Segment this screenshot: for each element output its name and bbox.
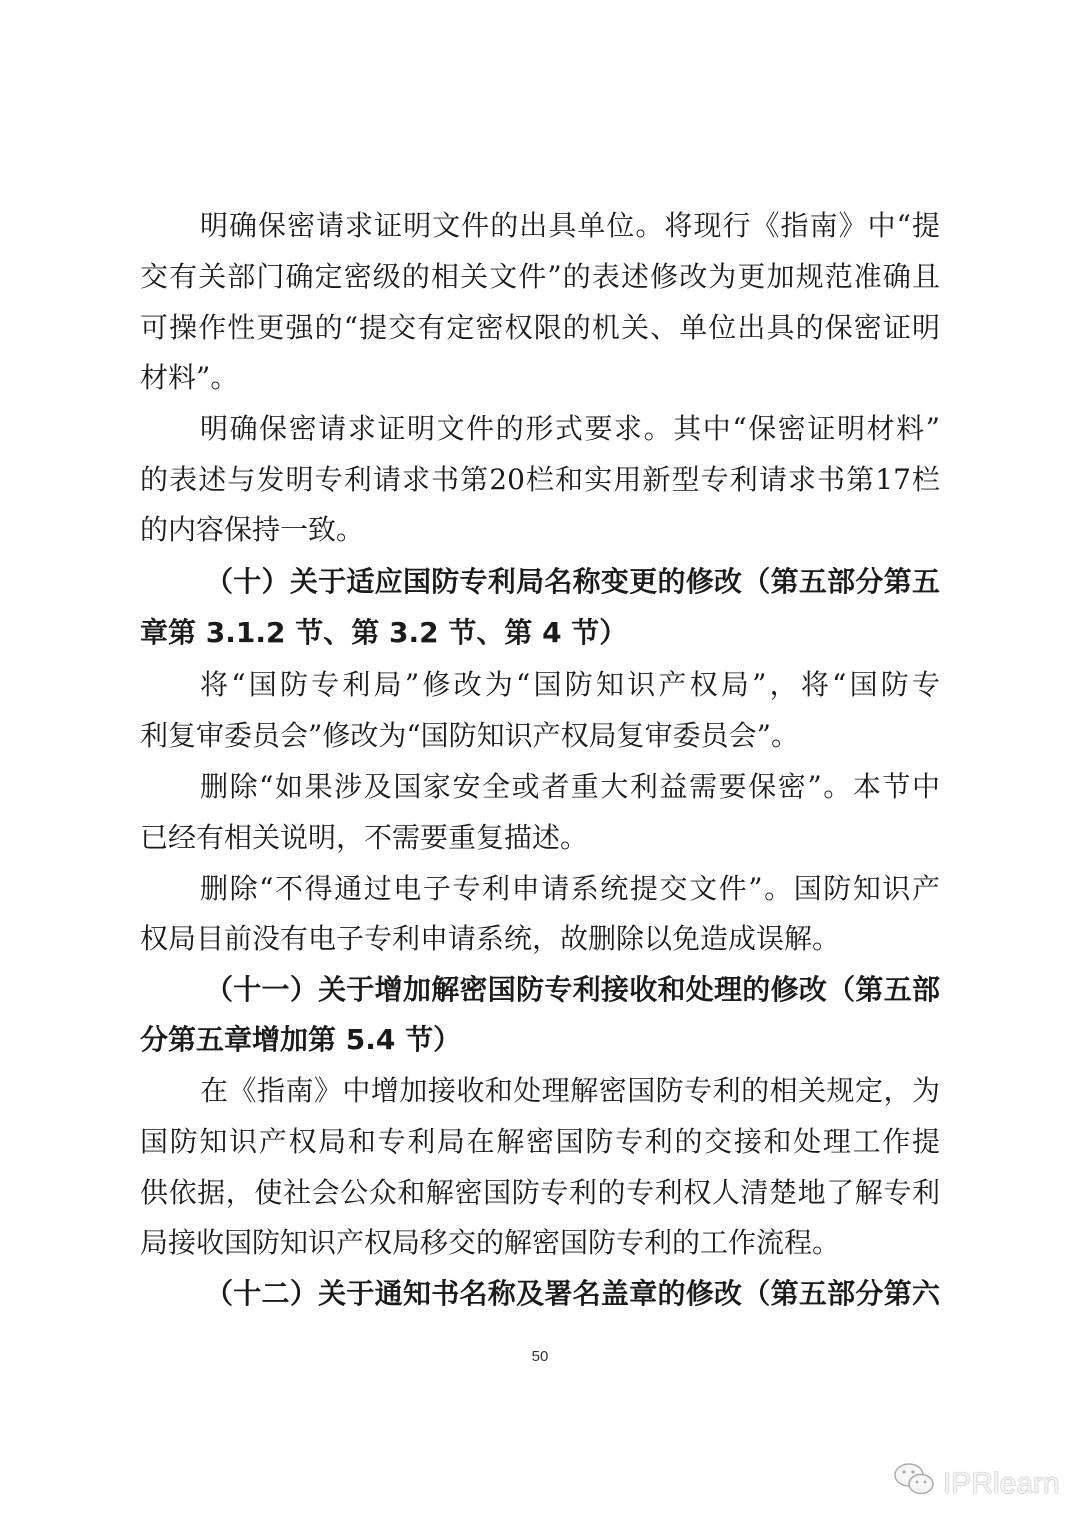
page-number: 50: [531, 1348, 549, 1365]
heading-line: （十二）关于通知书名称及署名盖章的修改（第五部分第六: [205, 1277, 940, 1310]
text-line: 可操作性更强的“提交有定密权限的机关、单位出具的保密证明: [140, 311, 940, 344]
text-line: 明确保密请求证明文件的形式要求。其中“保密证明材料”: [200, 412, 940, 445]
text-line: 在《指南》中增加接收和处理解密国防专利的相关规定，为: [200, 1074, 940, 1107]
text-line: 明确保密请求证明文件的出具单位。将现行《指南》中“提: [200, 209, 940, 242]
text-line: 删除“如果涉及国家安全或者重大利益需要保密”。本节中: [200, 770, 940, 803]
watermark-text: IPRlearn: [943, 1467, 1060, 1500]
text-line: 删除“不得通过电子专利申请系统提交文件”。国防知识产: [200, 872, 940, 905]
text-line: 的内容保持一致。: [140, 513, 365, 546]
heading-line: （十一）关于增加解密国防专利接收和处理的修改（第五部: [205, 973, 940, 1006]
text-line: 国防知识产权局和专利局在解密国防专利的交接和处理工作提: [140, 1125, 940, 1158]
text-line: 权局目前没有电子专利申请系统，故删除以免造成误解。: [140, 922, 841, 955]
text-line: 局接收国防知识产权局移交的解密国防专利的工作流程。: [140, 1226, 841, 1259]
text-line: 利复审委员会”修改为“国防知识产权局复审委员会”。: [140, 719, 799, 752]
heading-line: 章第 3.1.2 节、第 3.2 节、第 4 节）: [140, 616, 628, 649]
watermark: [893, 1462, 1060, 1506]
heading-line: 分第五章增加第 5.4 节）: [140, 1023, 462, 1056]
text-line: 交有关部门确定密级的相关文件”的表述修改为更加规范准确且: [140, 260, 940, 293]
heading-line: （十）关于适应国防专利局名称变更的修改（第五部分第五: [205, 565, 940, 598]
text-line: 材料”。: [140, 361, 239, 394]
text-line: 已经有相关说明，不需要重复描述。: [140, 821, 589, 854]
text-line: 的表述与发明专利请求书第20栏和实用新型专利请求书第17栏: [140, 463, 940, 496]
wechat-icon: [893, 1462, 937, 1506]
text-line: 将“国防专利局”修改为“国防知识产权局”，将“国防专: [200, 668, 940, 701]
text-line: 供依据，使社会公众和解密国防专利的专利权人清楚地了解专利: [140, 1176, 940, 1209]
